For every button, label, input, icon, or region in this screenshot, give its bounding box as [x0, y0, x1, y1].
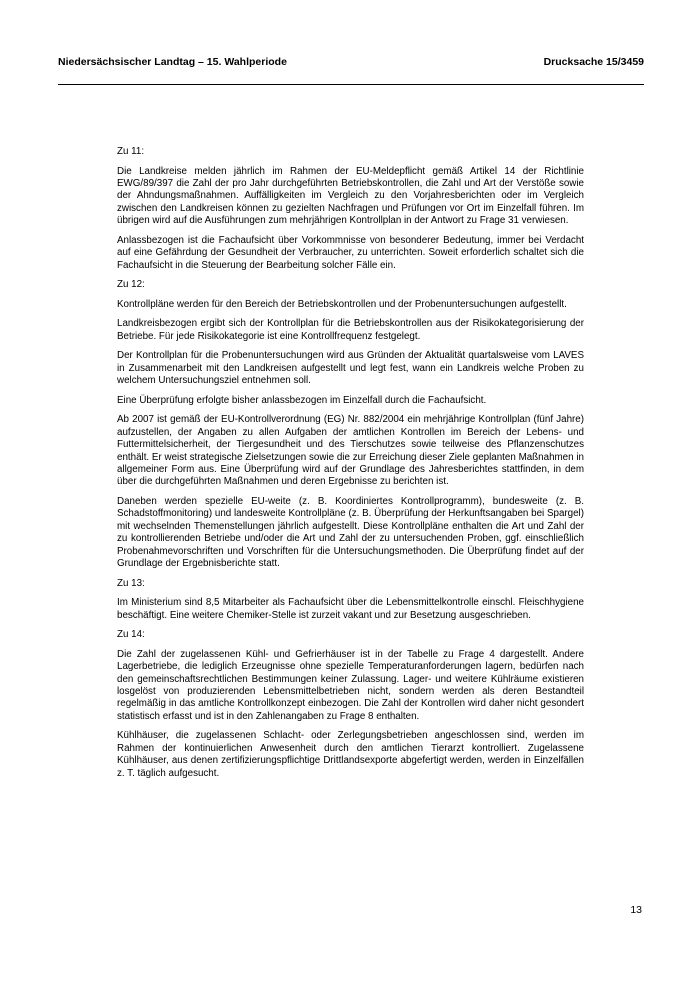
paragraph: Kontrollpläne werden für den Bereich der Betriebskontrollen und der Probenuntersuchungen aufgestellt. — [117, 298, 567, 310]
paragraph: Die Zahl der zugelassenen Kühl- und Gefrierhäuser ist in der Tabelle zu Frage 4 dargestellt. Andere Lagerbetriebe, die lediglich Erzeugnisse ohne spezielle Temperaturanforderungen lagern, bedürfen nach den gemeinschaftsrechtlichen Bestimmungen keiner Zulassung. Lager- und weitere Kühlräume existieren losgelöst von produzierenden Lebensmittelbetrieben nicht, sondern werden als deren Bestandteil regelmäßig in das amtliche Kontrollkonzept einbezogen. Die Zahl der Kontrollen wird daher nicht gesondert statistisch erfasst und ist in den Zahlenangaben zu Frage 8 enthalten. — [117, 648, 584, 722]
section-heading-14: Zu 14: — [117, 629, 145, 641]
page-number: 13 — [630, 904, 642, 916]
paragraph: Die Landkreise melden jährlich im Rahmen der EU-Meldepflicht gemäß Artikel 14 der Richtlinie EWG/89/397 die Zahl der pro Jahr durchgeführten Betriebskontrollen, die Zahl und Art der Verstöße sowie der Ahndungsmaßnahmen. Auffälligkeiten im Vergleich zu den Vorjahresberichten oder im Vergleich zwischen den Landkreisen können zu gezielten Nachfragen und Prüfungen vor Ort im Einzelfall führen. Im übrigen wird auf die Ausführungen zum mehrjährigen Kontrollplan in der Antwort zu Frage 31 verwiesen. — [117, 165, 584, 227]
paragraph: Anlassbezogen ist die Fachaufsicht über Vorkommnisse von besonderer Bedeutung, immer bei Verdacht auf eine Gefährdung der Gesundheit der Verbraucher, zu unterrichten. Soweit erforderlich schaltet sich die Fachaufsicht in die Steuerung der Bearbeitung solcher Fälle ein. — [117, 234, 584, 271]
paragraph: Ab 2007 ist gemäß der EU-Kontrollverordnung (EG) Nr. 882/2004 ein mehrjährige Kontrollplan (fünf Jahre) aufzustellen, der Angaben zu allen Aufgaben der amtlichen Kontrollen im Bereich der Lebens- und Futtermittelsicherheit, der Tiergesundheit und des Tierschutzes sowie teilweise des Pflanzenschutzes enthält. Er weist strategische Zielsetzungen sowie die zur Erreichung dieser Ziele geplanten Maßnahmen in allgemeiner Form aus. Eine Überprüfung wird auf der Grundlage des Jahresberichtes stattfinden, in dem über die durchgeführten Maßnahmen und deren Ergebnisse zu berichten ist. — [117, 414, 584, 488]
header-divider — [58, 84, 644, 85]
paragraph: Landkreisbezogen ergibt sich der Kontrollplan für die Betriebskontrollen aus der Risikokategorisierung der Betriebe. Für jede Risikokategorie ist eine Kontrollfrequenz festgelegt. — [117, 318, 584, 342]
section-heading-13: Zu 13: — [117, 577, 145, 589]
paragraph: Kühlhäuser, die zugelassenen Schlacht- oder Zerlegungsbetrieben angeschlossen sind, werden im Rahmen der kontinuierlichen Anwesenheit durch den amtlichen Tierarzt kontrolliert. Zugelassene Kühlhäuser, aus denen zertifizierungspflichtige Drittlandsexporte abgefertigt werden, werden in Einzelfällen z. T. täglich aufgesucht. — [117, 730, 584, 779]
paragraph: Eine Überprüfung erfolgte bisher anlassbezogen im Einzelfall durch die Fachaufsicht. — [117, 394, 487, 406]
section-heading-12: Zu 12: — [117, 279, 145, 291]
document-body — [117, 146, 584, 787]
paragraph: Der Kontrollplan für die Probenuntersuchungen wird aus Gründen der Aktualität quartalsweise vom LAVES in Zusammenarbeit mit den Landkreisen aufgestellt und legt fest, wann ein Landkreis welche Proben zu welchem Untersuchungsziel entnehmen soll. — [117, 350, 584, 387]
paragraph: Daneben werden spezielle EU-weite (z. B. Koordiniertes Kontrollprogramm), bundesweite (z. B. Schadstoffmonitoring) und landesweite Kontrollpläne (z. B. Überprüfung der Herkunftsangaben bei Spargel) mit wechselnden Themenstellungen jährlich aufgestellt. Diese Kontrollpläne enthalten die Art und Zahl der zu kontrollierenden Betriebe und/oder die Art und Zahl der zu untersuchenden Proben, ggf. einschließlich Probenahmevorschriften und Vorschriften für die Untersuchungsmethoden. Die Überprüfung findet auf der Grundlage der Ergebnisberichte statt. — [117, 496, 584, 570]
document-number: Drucksache 15/3459 — [543, 56, 644, 68]
section-heading-11: Zu 11: — [117, 146, 145, 157]
paragraph: Im Ministerium sind 8,5 Mitarbeiter als Fachaufsicht über die Lebensmittelkontrolle einschl. Fleischhygiene beschäftigt. Eine weitere Chemiker-Stelle ist zurzeit vakant und zur Besetzung ausgeschrieben. — [117, 597, 584, 621]
header-title: Niedersächsischer Landtag – 15. Wahlperiode — [58, 56, 287, 68]
page-header — [58, 56, 644, 68]
